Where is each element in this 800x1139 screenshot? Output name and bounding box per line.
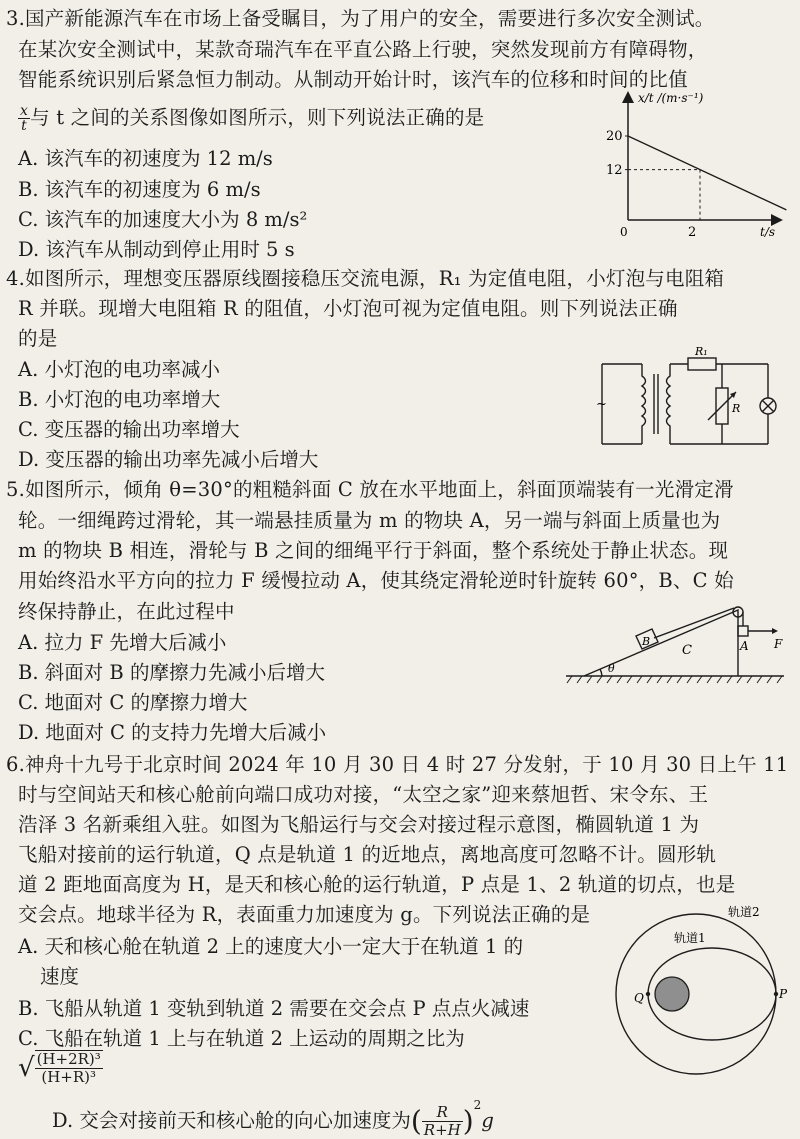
earth (655, 977, 689, 1011)
q5-option-a: A. 拉力 F 先增大后减小 (18, 631, 227, 654)
q3-line-2: 在某次安全测试中，某款奇瑞汽车在平直公路上行驶，突然发现前方有障碍物， (18, 38, 708, 61)
q3-line-1: 3.国产新能源汽车在市场上备受瞩目，为了用户的安全，需要进行多次安全测试。 (6, 7, 715, 30)
q6-orbit-figure (600, 904, 790, 1076)
q5-line-5: 终保持静止，在此过程中 (18, 600, 235, 623)
q3-option-b: B. 该汽车的初速度为 6 m/s (18, 178, 261, 201)
q6-line-6: 交会点。地球半径为 R，表面重力加速度为 g。下列说法正确的是 (18, 903, 591, 926)
r1-label: R₁ (695, 346, 708, 358)
point-p (774, 992, 778, 996)
orbit-2-label: 轨道2 (728, 905, 760, 919)
q6-option-a-line-2: 速度 (40, 965, 80, 988)
q4-option-b: B. 小灯泡的电功率增大 (18, 388, 221, 411)
q4-option-d: D. 变压器的输出功率先减小后增大 (18, 448, 319, 471)
force-f-label: F (774, 637, 783, 651)
q-label: Q (634, 991, 644, 1005)
q4-line-1: 4.如图所示，理想变压器原线圈接稳压交流电源，R₁ 为定值电阻，小灯泡与电阻箱 (6, 267, 725, 290)
q4-option-c: C. 变压器的输出功率增大 (18, 418, 240, 441)
y-tick-12: 12 (606, 163, 623, 178)
q6-option-c-line-1: C. 飞船在轨道 1 上与在轨道 2 上运动的周期之比为 (18, 1027, 465, 1050)
x-axis-label: t/s (760, 225, 776, 239)
q3-line-4: $\frac{x}{t}$ 与 t 之间的关系图像如图所示，则下列说法正确的是 (20, 103, 485, 134)
q5-line-2: 轮。一细绳跨过滑轮，其一端悬挂质量为 m 的物块 A，另一端与斜面上质量也为 (18, 509, 721, 532)
q6-optc-fraction: $\frac{\text{(H+2R)³}}{\text{(H+R)³}}$ (36, 1050, 101, 1086)
orbit-1-label: 轨道1 (674, 931, 706, 945)
data-line (628, 136, 786, 210)
sqrt-symbol: √ (18, 1053, 35, 1083)
q5-line-4: 用始终沿水平方向的拉力 F 缓慢拉动 A，使其绕定滑轮逆时针旋转 60°，B、C 始 (18, 569, 734, 592)
q5-line-3: m 的物块 B 相连，滑轮与 B 之间的细绳平行于斜面，整个系统处于静止状态。现 (18, 539, 729, 562)
y-axis-label: x/t /(m·s⁻¹) (638, 91, 704, 105)
x-tick-2: 2 (688, 225, 697, 240)
q3-line-3: 智能系统识别后紧急恒力制动。从制动开始计时，该汽车的位移和时间的比值 (18, 68, 688, 91)
incline-c-label: C (682, 643, 692, 658)
plot-layer (625, 136, 786, 220)
q6-line-3: 浩泽 3 名新乘组入驻。如图为飞船运行与交会对接过程示意图，椭圆轨道 1 为 (18, 813, 700, 836)
q6-option-c-formula (18, 1050, 103, 1086)
block-a-label: A (740, 639, 749, 653)
p-label: P (779, 987, 788, 1001)
q6-option-d: D. 交会对接前天和核心舱的向心加速度为( $\frac{R}{R+H}$ )$^2$g (52, 1098, 494, 1139)
point-q (646, 992, 650, 996)
q4-line-2: R 并联。现增大电阻箱 R 的阻值，小灯泡可视为定值电阻。则下列说法正确 (18, 297, 678, 320)
q3-option-c: C. 该汽车的加速度大小为 8 m/s² (18, 208, 308, 231)
q3-fraction: $\frac{x}{t}$ (20, 103, 29, 134)
q3-option-a: A. 该汽车的初速度为 12 m/s (18, 147, 273, 170)
theta-label: θ (608, 662, 615, 675)
q6-optd-fraction: $\frac{R}{R+H}$ (423, 1103, 461, 1139)
origin-label: 0 (620, 225, 628, 239)
ac-source-symbol: ~ (596, 397, 607, 412)
q4-line-3: 的是 (18, 327, 58, 350)
q6-line-5: 道 2 距地面高度为 H，是天和核心舱的运行轨道，P 点是 1、2 轨道的切点，也是 (18, 873, 736, 896)
q5-option-d: D. 地面对 C 的支持力先增大后减小 (18, 721, 327, 744)
q6-line-2: 时与空间站天和核心舱前向端口成功对接，“太空之家”迎来蔡旭哲、宋令东、王 (18, 783, 709, 806)
q6-line-1: 6.神舟十九号于北京时间 2024 年 10 月 30 日 4 时 27 分发射，于 10 月 30 日上午 11 (6, 753, 789, 776)
q3-graph (600, 88, 790, 248)
q6-option-b: B. 飞船从轨道 1 变轨到轨道 2 需要在交会点 P 点点火减速 (18, 997, 530, 1020)
y-tick-20: 20 (606, 129, 623, 144)
q6-line-4: 飞船对接前的运行轨道，Q 点是轨道 1 的近地点，离地高度可忽略不计。圆形轨 (18, 843, 717, 866)
q5-option-b: B. 斜面对 B 的摩擦力先减小后增大 (18, 661, 325, 684)
q6-option-a-line-1: A. 天和核心舱在轨道 2 上的速度大小一定大于在轨道 1 的 (18, 935, 524, 958)
q5-incline-figure (562, 604, 788, 688)
r-label: R (732, 402, 741, 415)
block-b-label: B (642, 635, 651, 648)
q5-line-1: 5.如图所示，倾角 θ=30°的粗糙斜面 C 放在水平地面上，斜面顶端装有一光滑定滑 (6, 478, 734, 501)
q4-option-a: A. 小灯泡的电功率减小 (18, 358, 220, 381)
q3-option-d: D. 该汽车从制动到停止用时 5 s (18, 238, 295, 261)
q4-circuit (592, 346, 786, 458)
q5-option-c: C. 地面对 C 的摩擦力增大 (18, 691, 248, 714)
